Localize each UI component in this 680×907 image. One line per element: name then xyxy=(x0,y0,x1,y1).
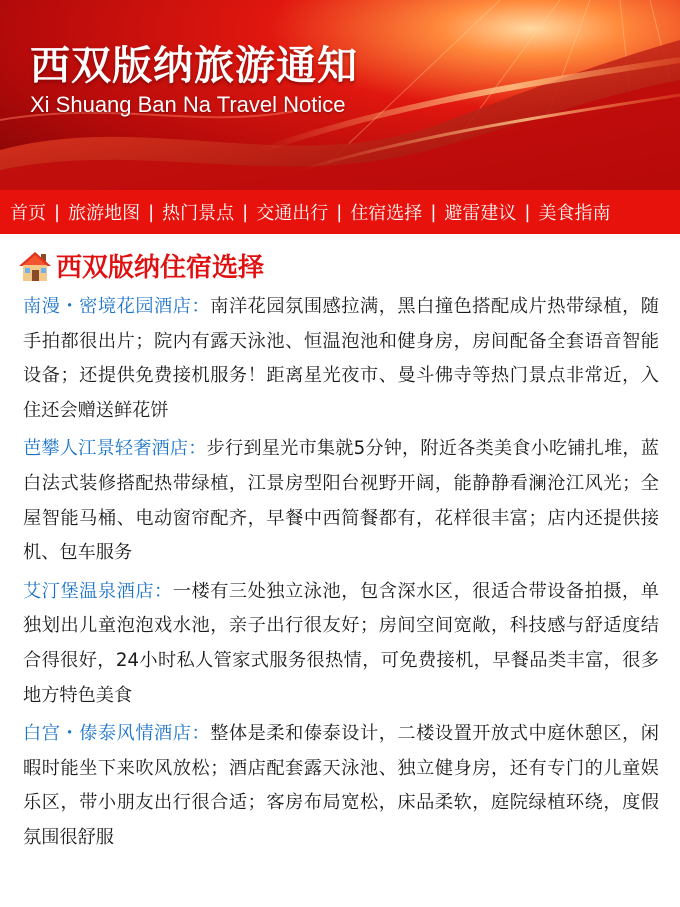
hotel-name: 芭攀人江景轻奢酒店： xyxy=(23,438,207,460)
nav-separator: | xyxy=(336,201,343,223)
hotel-description: 南洋花园氛围感拉满，黑白撞色搭配成片热带绿植，随手拍都很出片；院内有露天泳池、恒温泡池和健身房，房间配备全套语音智能设备；还提供免费接机服务！距离星光夜市、曼斗佛寺等热门景点非常近，入住还会赠送鲜花饼 xyxy=(23,296,659,421)
hotel-description: 一楼有三处独立泳池，包含深水区，很适合带设备拍摄，单独划出儿童泡泡戏水池，亲子出行很友好；房间空间宽敞，科技感与舒适度结合得很好，24小时私人管家式服务很热情，可免费接机，早餐品类丰富，很多地方特色美食 xyxy=(23,580,659,706)
hotel-item xyxy=(23,575,659,713)
page-subtitle: Xi Shuang Ban Na Travel Notice xyxy=(30,92,346,117)
nav-separator: | xyxy=(430,201,437,223)
nav-item-accommodation[interactable]: 住宿选择 xyxy=(350,203,423,224)
hotel-item xyxy=(23,432,659,570)
nav-item-hot-spots[interactable]: 热门景点 xyxy=(162,203,235,224)
hotel-name: 艾汀堡温泉酒店： xyxy=(23,580,173,602)
page-title: 西双版纳旅游通知 xyxy=(30,43,358,89)
hotel-description: 整体是柔和傣泰设计，二楼设置开放式中庭休憩区，闲暇时能坐下来吹风放松；酒店配套露天泳池、独立健身房，还有专门的儿童娱乐区，带小朋友出行很合适；客房布局宽松，床品柔软，庭院绿植环绕，度假氛围很舒服 xyxy=(23,723,659,848)
nav-item-food-guide[interactable]: 美食指南 xyxy=(538,203,611,224)
nav-item-transport[interactable]: 交通出行 xyxy=(256,203,329,224)
section-title: 西双版纳住宿选择 xyxy=(56,253,265,283)
header-banner xyxy=(0,0,680,190)
section-header xyxy=(18,247,264,284)
hotel-item xyxy=(23,717,659,855)
nav-item-travel-map[interactable]: 旅游地图 xyxy=(68,203,141,224)
hotel-item xyxy=(23,290,659,428)
hotel-name: 南漫・密境花园酒店： xyxy=(23,296,211,317)
hotel-description: 步行到星光市集就5分钟，附近各类美食小吃铺扎堆，蓝白法式装修搭配热带绿植，江景房型阳台视野开阔，能静静看澜沧江风光；全屋智能马桶、电动窗帘配齐，早餐中西简餐都有，花样很丰富；店内还提供接机、包车服务 xyxy=(23,438,659,564)
nav-item-home[interactable]: 首页 xyxy=(10,203,46,224)
nav-separator: | xyxy=(524,201,531,223)
hotel-name: 白宫・傣泰风情酒店： xyxy=(23,723,211,745)
house-icon xyxy=(18,250,52,282)
nav-separator: | xyxy=(54,201,61,223)
nav-item-pitfall-tips[interactable]: 避雷建议 xyxy=(444,203,517,224)
hotel-list xyxy=(23,290,659,860)
nav-separator: | xyxy=(148,201,155,223)
top-nav xyxy=(0,190,680,234)
nav-separator: | xyxy=(242,201,249,223)
